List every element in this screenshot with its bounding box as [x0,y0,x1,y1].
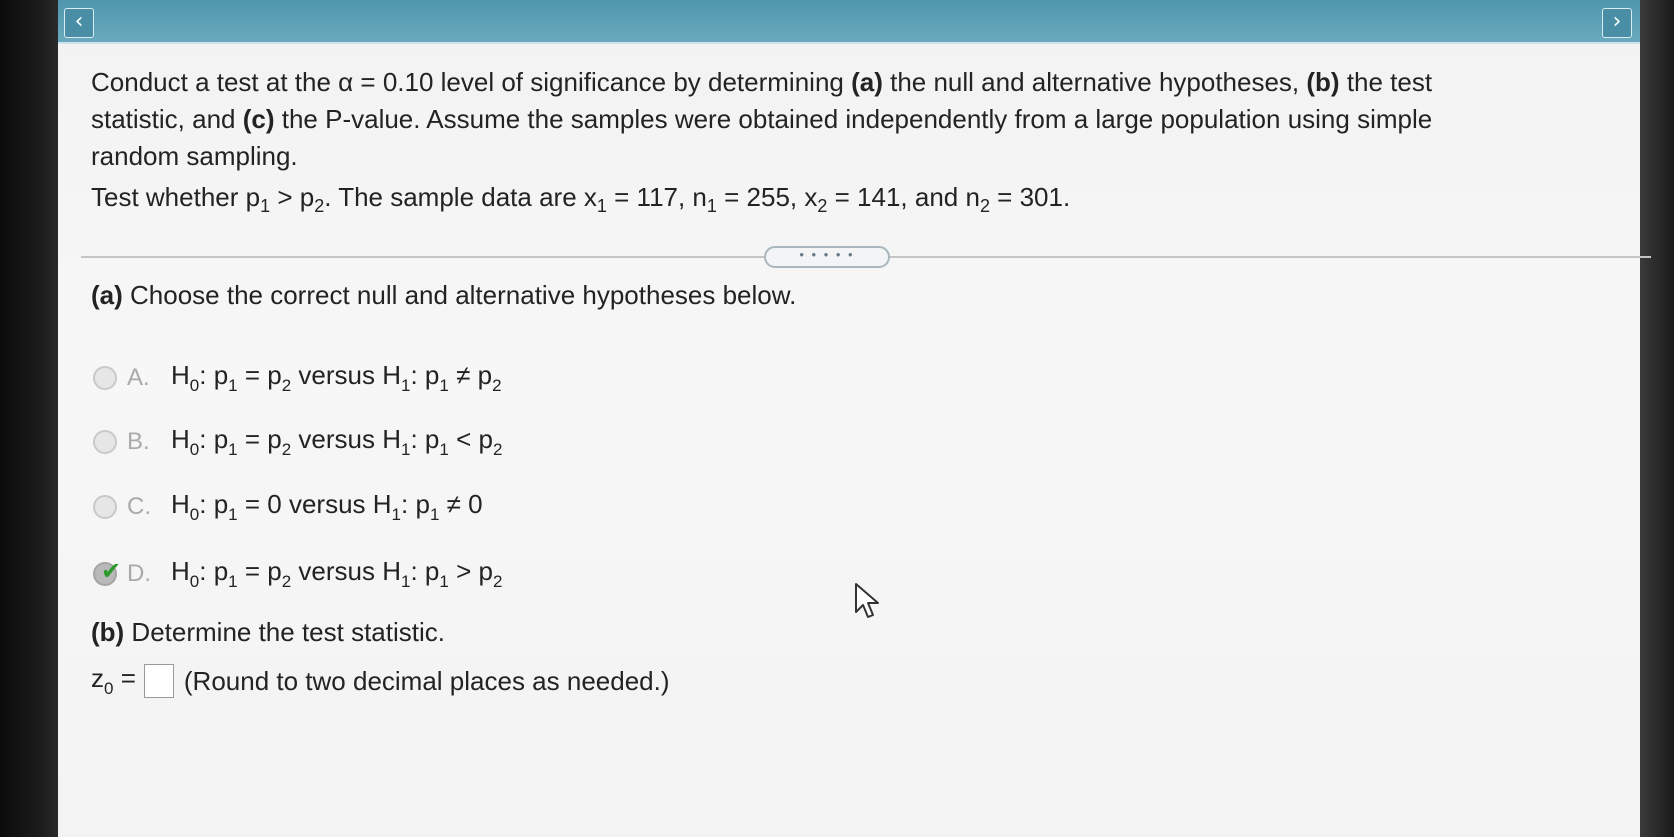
option-a-radio[interactable] [93,366,117,390]
option-c[interactable] [93,487,793,527]
option-b[interactable] [93,422,793,462]
part-a-prompt: (a) Choose the correct null and alternative hypotheses below. [91,280,797,310]
option-letter: C. [127,493,151,520]
option-letter: A. [127,364,150,391]
option-b-radio[interactable] [93,430,117,454]
option-c-radio[interactable] [93,495,117,519]
monitor-bezel-right [1640,0,1674,837]
option-a-text: $H_0$: $p_1 = p_2$ versus $H_1$: $p_1 \ne p_2$ [171,360,502,395]
question-line-3: random sampling. [91,141,298,171]
option-letter: D. [127,560,151,587]
test-statistic-input[interactable] [144,664,174,698]
option-d-text: $H_0$: $p_1 = p_2$ versus $H_1$: $p_1 > p_2$ [171,556,503,591]
question-screen [58,0,1640,837]
question-text [91,64,1571,225]
option-letter: B. [127,428,150,455]
navigation-bar [58,0,1640,44]
expand-toggle-button[interactable]: • • • • • [764,246,890,268]
answer-row [91,656,670,706]
test-data-line: Test whether $p_1 > p_2$. The sample data are $x_1 = 117$, $n_1 = 255$, $x_2 = 141$, and $n_2 = 301$. [91,182,1071,216]
option-d[interactable] [93,554,793,594]
check-icon: ✔ [101,557,122,585]
monitor-bezel-left [0,0,58,837]
question-line-2: statistic, and (c) the P-value. Assume the samples were obtained independently from a large population using simple [91,104,1433,134]
option-c-text: $H_0$: $p_1 = 0$ versus $H_1$: $p_1 \ne 0$ [171,489,483,524]
previous-button[interactable]: ‹ [64,8,94,38]
next-button[interactable]: › [1602,8,1632,38]
rounding-hint: (Round to two decimal places as needed.) [183,665,670,696]
mouse-pointer-icon [853,582,883,622]
answer-variable: $z_0$ = [91,663,136,698]
question-line-1: Conduct a test at the α = 0.10 level of significance by determining (a) the null and alternative hypotheses, (b) the test [91,67,1433,97]
option-a[interactable] [93,358,793,398]
part-b-prompt: (b) Determine the test statistic. [91,617,445,647]
option-b-text: $H_0$: $p_1 = p_2$ versus $H_1$: $p_1 < p_2$ [171,424,503,459]
option-d-radio[interactable] [93,557,122,586]
